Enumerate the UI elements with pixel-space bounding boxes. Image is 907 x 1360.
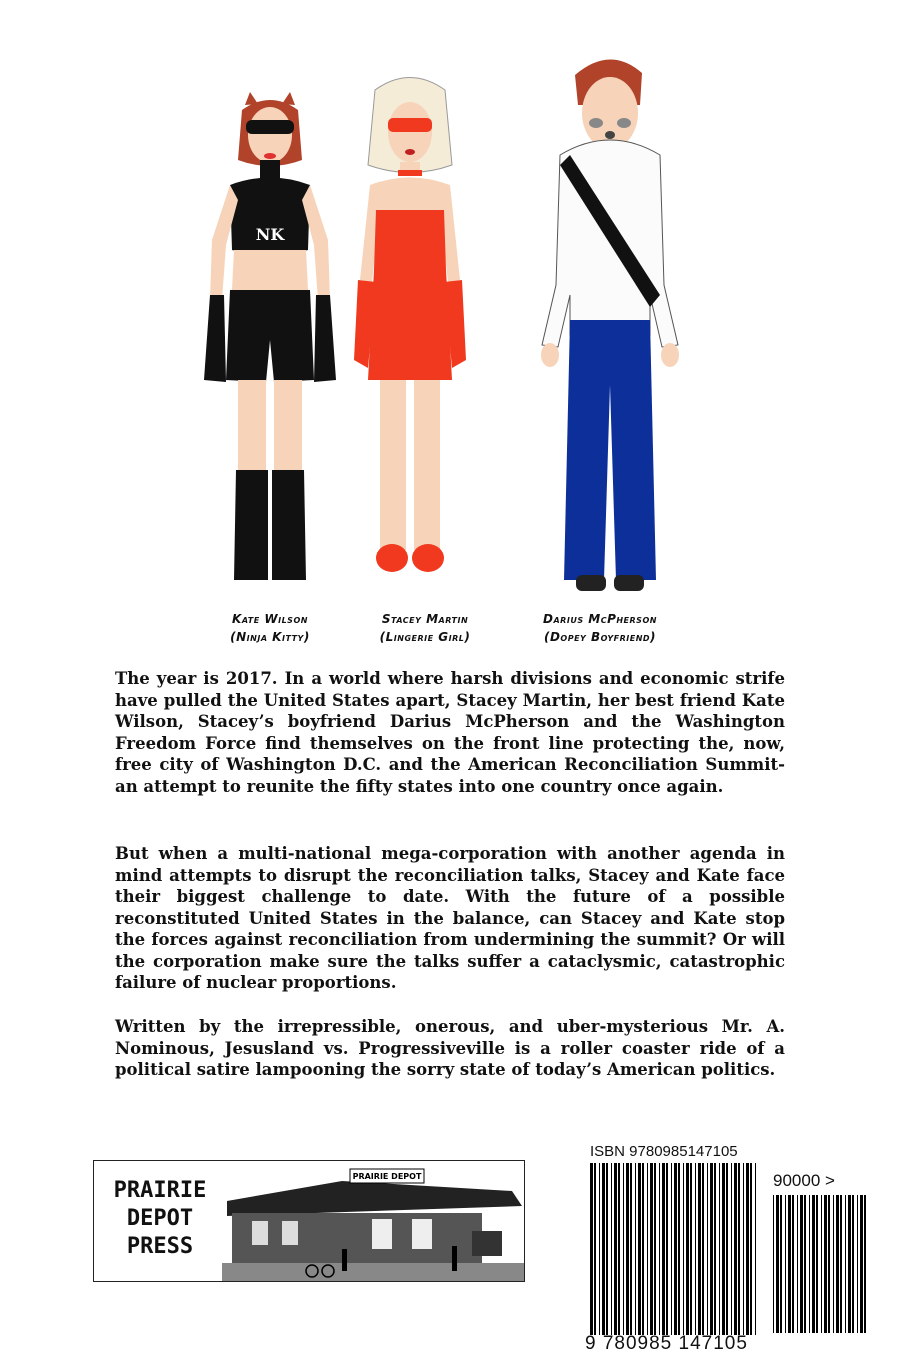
publisher-logo	[93, 1160, 525, 1282]
barcode-bars	[590, 1163, 760, 1335]
isbn-label: ISBN 9780985147105	[590, 1143, 738, 1160]
caption-alias: (Lingerie Girl)	[379, 630, 471, 644]
blurb-paragraph-3: Written by the irrepressible, onerous, and uber-mysterious Mr. A. Nominous, Jesusland vs. Progressiveville is a roller coaster ride of a political satire lampooning the sorry state of today’s American politics.	[115, 1017, 785, 1079]
stacey-martin-figure	[340, 70, 480, 590]
kate-wilson-figure	[190, 90, 350, 590]
caption-name: Kate Wilson	[232, 612, 308, 626]
caption-alias: (Dopey Boyfriend)	[543, 630, 657, 644]
caption-alias: (Ninja Kitty)	[230, 630, 310, 644]
caption-kate-wilson	[205, 610, 335, 646]
caption-stacey-martin	[355, 610, 495, 646]
chest-label: NK	[255, 225, 285, 244]
caption-name: Darius McPherson	[543, 612, 657, 626]
depot-building-image	[222, 1161, 524, 1281]
blurb-paragraph-2: But when a multi-national mega-corporation with another agenda in mind attempts to disrupt the reconciliation talks, Stacey and Kate face their biggest challenge to date. With the future of a possible reconstituted United States in the balance, can Stacey and Kate stop the forces against reconciliation from undermining the summit? Or will the corporation make sure the talks suffer a cataclysmic, catastrophic failure of nuclear proportions.	[115, 844, 785, 992]
caption-name: Stacey Martin	[381, 612, 469, 626]
isbn-barcode	[585, 1143, 875, 1358]
blurb-paragraph-1: The year is 2017. In a world where harsh divisions and economic strife have pulled the United States apart, Stacey Martin, her best friend Kate Wilson, Stacey’s boyfriend Darius McPherson and the Washington Freedom Force find themselves on the front line protecting the, now, free city of Washington D.C. and the American Reconciliation Summit- an attempt to reunite the fifty states into one country once again.	[115, 669, 785, 796]
darius-mcpherson-figure	[530, 45, 690, 600]
price-code: 90000 >	[773, 1171, 835, 1190]
price-addon-bars	[773, 1195, 868, 1333]
isbn-digits: 9 780985 147105	[585, 1333, 748, 1354]
depot-sign: PRAIRIE DEPOT	[352, 1172, 422, 1181]
publisher-name: PRAIRIE DEPOT PRESS	[113, 1178, 207, 1259]
caption-darius-mcpherson	[505, 610, 695, 646]
